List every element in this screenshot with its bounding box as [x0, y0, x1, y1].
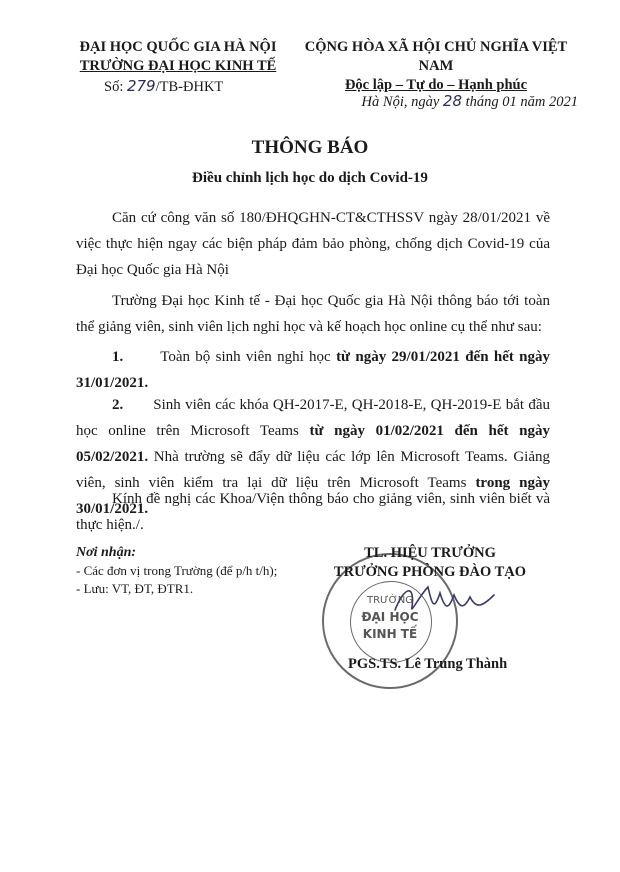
- list-item-1: 1. Toàn bộ sinh viên nghỉ học từ ngày 29/01/2021 đến hết ngày 31/01/2021.: [76, 349, 551, 391]
- handwritten-signature: [390, 575, 500, 625]
- issue-date: Hà Nội, ngày 28 tháng 01 năm 2021: [361, 92, 578, 110]
- item-1-number: 1.: [112, 349, 124, 365]
- motto: Độc lập – Tự do – Hạnh phúc: [344, 77, 528, 93]
- seal-text: TRƯỜNG: [367, 595, 413, 606]
- paragraph-request: Kính đề nghị các Khoa/Viện thông báo cho giảng viên, sinh viên biết và thực hiện./.: [76, 491, 550, 533]
- list-item-2: 2. Sinh viên các khóa QH-2017-E, QH-2018-E, QH-2019-E bắt đầu học online trên Microsoft Teams từ ngày 01/02/2021 đến hết ngày 05/02/2021. Nhà trường sẽ đẩy dữ liệu các lớp lên Microsoft Teams. Giảng viên, sinh viên kiểm tra lại dữ liệu trên Microsoft Teams trong ngày 30/01/2021.: [76, 397, 551, 517]
- university-name: ĐẠI HỌC QUỐC GIA HÀ NỘI: [79, 39, 277, 55]
- signer-name: PGS.TS. Lê Trung Thành: [348, 656, 508, 672]
- recipients-label: Nơi nhận:: [76, 545, 137, 560]
- seal-text: KINH TẾ: [362, 627, 418, 641]
- signature-line-1: TL. HIỆU TRƯỞNG: [364, 545, 496, 561]
- org-header-left: [78, 38, 278, 76]
- signature-line-2: TRƯỞNG PHÒNG ĐÀO TẠO: [333, 564, 527, 580]
- recipient-line: - Các đơn vị trong Trường (để p/h t/h);: [76, 563, 278, 578]
- document-title: THÔNG BÁO: [251, 137, 369, 158]
- national-header: [286, 38, 586, 95]
- handwritten-number: 279: [126, 77, 156, 95]
- document-number: Số: 279/TB-ĐHKT: [104, 77, 224, 95]
- school-name: TRƯỜNG ĐẠI HỌC KINH TẾ: [79, 58, 277, 74]
- document-subtitle: Điều chỉnh lịch học do dịch Covid-19: [192, 170, 428, 186]
- country-name: CỘNG HÒA XÃ HỘI CHỦ NGHĨA VIỆT NAM: [304, 39, 568, 74]
- seal-text: ĐẠI HỌC: [361, 610, 419, 624]
- paragraph-announcement: Trường Đại học Kinh tế - Đại học Quốc gia Hà Nội thông báo tới toàn thể giảng viên, sinh viên lịch nghỉ học và kế hoạch học online cụ thể như sau:: [76, 293, 550, 335]
- item-2-number: 2.: [112, 397, 124, 413]
- handwritten-day: 28: [442, 92, 462, 110]
- recipient-line: - Lưu: VT, ĐT, ĐTR1.: [76, 581, 194, 596]
- recipients-block: [76, 544, 326, 598]
- paragraph-legal-basis: Căn cứ công văn số 180/ĐHQGHN-CT&CTHSSV ngày 28/01/2021 về việc thực hiện ngay các biện pháp đảm bảo phòng, chống dịch Covid-19 của Đại học Quốc gia Hà Nội: [76, 210, 550, 278]
